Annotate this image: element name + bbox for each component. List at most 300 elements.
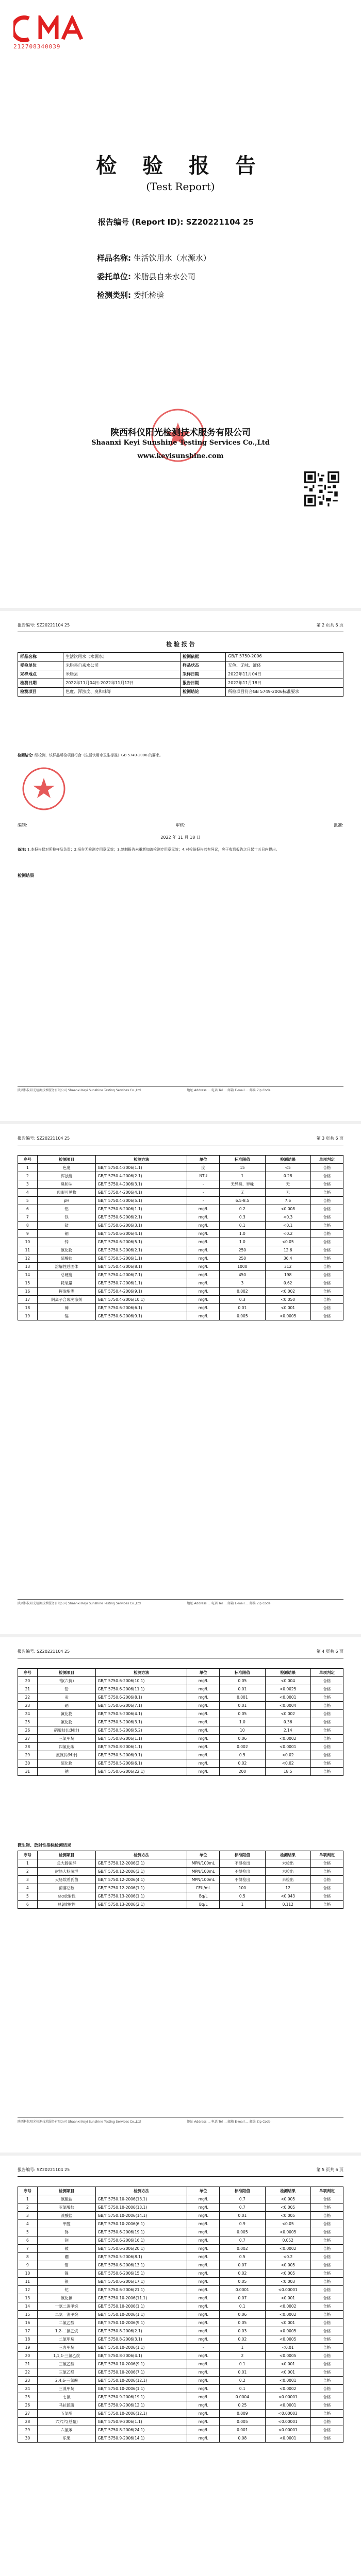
table-cell: GB/T 5750.6-2006(9.1) bbox=[96, 1312, 187, 1320]
info-cell: 米脂县 bbox=[63, 670, 180, 679]
table-header-cell: 单项判定 bbox=[310, 1851, 343, 1859]
table-cell: 合格 bbox=[310, 1246, 343, 1255]
table-cell: 1 bbox=[220, 1901, 265, 1909]
table-cell: 0.3 bbox=[220, 1213, 265, 1222]
table-cell: 合格 bbox=[310, 2377, 343, 2385]
info-row bbox=[18, 670, 343, 679]
table-header-row bbox=[18, 2187, 343, 2195]
table-cell: pH bbox=[37, 1197, 96, 1205]
table-cell: 7.6 bbox=[265, 1197, 310, 1205]
table-row bbox=[18, 1710, 343, 1718]
table-cell: 0.5 bbox=[220, 1751, 265, 1759]
table-header-cell: 标准限值 bbox=[220, 1156, 265, 1164]
table-cell: - bbox=[187, 1197, 220, 1205]
table-cell: 17 bbox=[18, 2327, 38, 2335]
table-cell: 五氯酚 bbox=[37, 2410, 96, 2418]
table-cell: 1 bbox=[220, 1172, 265, 1180]
table-cell: 6 bbox=[18, 1205, 38, 1213]
table-cell: 合格 bbox=[310, 2236, 343, 2245]
table-cell: 合格 bbox=[310, 2335, 343, 2344]
table-row bbox=[18, 2245, 343, 2253]
table-cell: GB/T 5750.6-2006(5.1) bbox=[96, 1238, 187, 1246]
cover-report-number bbox=[98, 216, 254, 227]
table-cell: MPN/100mL bbox=[187, 1868, 220, 1876]
sample-name-label: 样品名称: bbox=[97, 253, 131, 263]
table-cell: mg/L bbox=[187, 1271, 220, 1279]
table-cell: GB/T 5750.4-2006(8.1) bbox=[96, 1263, 187, 1271]
table-cell: 250 bbox=[220, 1246, 265, 1255]
table-cell: 二氯甲烷 bbox=[37, 2335, 96, 2344]
table-cell: mg/L bbox=[187, 1718, 220, 1726]
table-cell: <0.008 bbox=[265, 1205, 310, 1213]
table-cell: 合格 bbox=[310, 2434, 343, 2443]
table-cell: 11 bbox=[18, 1246, 38, 1255]
table-cell: 合格 bbox=[310, 1726, 343, 1735]
table-cell: GB/T 5750.10-2006(1.1) bbox=[96, 2311, 187, 2319]
qr-code-icon bbox=[304, 471, 339, 506]
table-cell: mg/L bbox=[187, 2253, 220, 2261]
table-cell: 25 bbox=[18, 2393, 38, 2401]
table-cell: mg/L bbox=[187, 1759, 220, 1768]
table-cell: 0.1 bbox=[220, 1222, 265, 1230]
results-page-3 bbox=[0, 2156, 361, 2576]
table-cell: mg/L bbox=[187, 1677, 220, 1685]
results-table-2 bbox=[18, 1668, 343, 1776]
table-cell: 26 bbox=[18, 2401, 38, 2410]
table-cell: mg/L bbox=[187, 2278, 220, 2286]
table-cell: 合格 bbox=[310, 2253, 343, 2261]
table-cell: 24 bbox=[18, 1710, 38, 1718]
info-row bbox=[18, 679, 343, 688]
table-cell: <0.001 bbox=[265, 2368, 310, 2377]
table-cell: GB/T 5750.10-2006(12.1) bbox=[96, 2410, 187, 2418]
table-header-cell: 检测项目 bbox=[37, 1851, 96, 1859]
table-cell: 0.7 bbox=[220, 2204, 265, 2212]
page-header bbox=[18, 622, 343, 632]
header-page-of: 第 4 页共 6 页 bbox=[316, 1649, 343, 1654]
results-title: 检测结果 bbox=[18, 873, 34, 878]
table-cell: mg/L bbox=[187, 1751, 220, 1759]
conclusion-text: 经检测，该样品所检项目符合《生活饮用水卫生标准》GB 5749-2006 的要求。 bbox=[35, 753, 163, 757]
notes-text: 1.本报告仅对所检样品负责；2.报告无检测专用章无效；3.复制报告未重新加盖检测专用章无效；4.对检验报告若有异议，应于收到报告之日起十五日内提出。 bbox=[27, 848, 280, 852]
table-cell: 合格 bbox=[310, 1180, 343, 1189]
table-row bbox=[18, 1213, 343, 1222]
table-row bbox=[18, 2385, 343, 2393]
table-cell: 0.005 bbox=[220, 2228, 265, 2236]
table-header-cell: 标准限值 bbox=[220, 1851, 265, 1859]
table-cell: 未检出 bbox=[265, 1859, 310, 1868]
table-cell: mg/L bbox=[187, 2377, 220, 2385]
table-cell: <0.0005 bbox=[265, 2327, 310, 2335]
table-cell: 13 bbox=[18, 2294, 38, 2302]
table-cell: 450 bbox=[220, 1271, 265, 1279]
info-cell: 米脂县自来水公司 bbox=[63, 662, 180, 670]
table-cell: <0.005 bbox=[265, 2261, 310, 2269]
table-cell: <0.01 bbox=[265, 2344, 310, 2352]
table-cell: - bbox=[187, 1189, 220, 1197]
table-row bbox=[18, 2344, 343, 2352]
table-header-cell: 单位 bbox=[187, 2187, 220, 2195]
table-cell: <0.001 bbox=[265, 2294, 310, 2302]
table-cell: 合格 bbox=[310, 1859, 343, 1868]
report-no-label: 报告编号 (Report ID): bbox=[98, 217, 184, 227]
table-row bbox=[18, 2352, 343, 2360]
footer-left: 陕西科仪阳光检测技术服务有限公司 Shaanxi Keyi Sunshine Testing Services Co.,Ltd bbox=[18, 1602, 141, 1605]
table-cell: 菌落总数 bbox=[37, 1884, 96, 1892]
table-cell: <0.0005 bbox=[265, 1312, 310, 1320]
table-cell: 0.7 bbox=[220, 2236, 265, 2245]
table-cell: 36.4 bbox=[265, 1255, 310, 1263]
table-cell: mg/L bbox=[187, 2368, 220, 2377]
table-cell: GB/T 5750.7-2006(1.1) bbox=[96, 1279, 187, 1287]
table-cell: 合格 bbox=[310, 2204, 343, 2212]
table-cell: GB/T 5750.6-2006(15.1) bbox=[96, 2269, 187, 2278]
table-row bbox=[18, 2228, 343, 2236]
table-cell: 18.5 bbox=[265, 1768, 310, 1776]
table-cell: 22 bbox=[18, 1693, 38, 1702]
table-row bbox=[18, 1685, 343, 1693]
table-cell: 合格 bbox=[310, 2418, 343, 2426]
table-row bbox=[18, 2360, 343, 2368]
table-cell: GB/T 5750.12-2006(4.1) bbox=[96, 1876, 187, 1884]
table-cell: 六六六(总量) bbox=[37, 2418, 96, 2426]
info-cell: 检测结论 bbox=[180, 688, 226, 696]
page-header bbox=[18, 1136, 343, 1145]
lab-website: www.keyisunshine.com bbox=[137, 452, 224, 460]
table-row bbox=[18, 2294, 343, 2302]
table-row bbox=[18, 1743, 343, 1751]
table-row bbox=[18, 1255, 343, 1263]
table-cell: mg/L bbox=[187, 1685, 220, 1693]
table-cell: GB/T 5750.6-2006(6.1) bbox=[96, 1304, 187, 1312]
table-cell: 合格 bbox=[310, 1685, 343, 1693]
table-row bbox=[18, 1238, 343, 1246]
table-cell: GB/T 5750.9-2006(14.1) bbox=[96, 2434, 187, 2443]
table-cell: GB/T 5750.8-2006(1.1) bbox=[96, 1743, 187, 1751]
table-cell: GB/T 5750.13-2006(1.1) bbox=[96, 1892, 187, 1901]
table-cell: 三氯甲烷 bbox=[37, 1735, 96, 1743]
table-cell: mg/L bbox=[187, 2327, 220, 2335]
table-cell: 198 bbox=[265, 1271, 310, 1279]
table-cell: GB/T 5750.10-2006(9.1) bbox=[96, 2319, 187, 2327]
conclusion-block bbox=[18, 753, 343, 758]
table-row bbox=[18, 1304, 343, 1312]
cma-logo-icon bbox=[13, 15, 91, 42]
table-row bbox=[18, 1884, 343, 1892]
table-cell: 氨氮(以N计) bbox=[37, 1751, 96, 1759]
table-cell: GB/T 5750.4-2006(9.1) bbox=[96, 1287, 187, 1296]
table-row bbox=[18, 2327, 343, 2335]
table-cell: 18 bbox=[18, 1304, 38, 1312]
table-row bbox=[18, 2335, 343, 2344]
table-cell: 无 bbox=[265, 1189, 310, 1197]
table-cell: <0.0001 bbox=[265, 2401, 310, 2410]
table-cell: 镉 bbox=[37, 1312, 96, 1320]
table-header-cell: 序号 bbox=[18, 2187, 38, 2195]
table-cell: 合格 bbox=[310, 1868, 343, 1876]
table-cell: 合格 bbox=[310, 2228, 343, 2236]
info-row bbox=[18, 653, 343, 662]
table-cell: 0.36 bbox=[265, 1718, 310, 1726]
table-cell: mg/L bbox=[187, 1238, 220, 1246]
info-cell: 检测依据 bbox=[180, 653, 226, 661]
table-cell: 15 bbox=[18, 1279, 38, 1287]
table-cell: mg/L bbox=[187, 2245, 220, 2253]
table-cell: 大肠埃希氏菌 bbox=[37, 1876, 96, 1884]
table-cell: 1.0 bbox=[220, 1718, 265, 1726]
table-cell: 硫酸盐 bbox=[37, 1255, 96, 1263]
table-cell: <0.05 bbox=[265, 1238, 310, 1246]
table-cell: 0.112 bbox=[265, 1901, 310, 1909]
table-cell: <0.00001 bbox=[265, 2418, 310, 2426]
table-cell: 总β放射性 bbox=[37, 1901, 96, 1909]
table-cell: <0.0002 bbox=[265, 2302, 310, 2311]
table-cell: GB/T 5750.4-2006(10.1) bbox=[96, 1296, 187, 1304]
test-type-label: 检测类别: bbox=[97, 291, 131, 300]
table-cell: 未检出 bbox=[265, 1868, 310, 1876]
table-cell: 12.6 bbox=[265, 1246, 310, 1255]
table-row bbox=[18, 2393, 343, 2401]
table-cell: 4 bbox=[18, 2220, 38, 2228]
table-cell: 总硬度 bbox=[37, 1271, 96, 1279]
table-cell: GB/T 5750.6-2006(2.1) bbox=[96, 1213, 187, 1222]
table-cell: 13 bbox=[18, 1263, 38, 1271]
table-cell: 合格 bbox=[310, 1751, 343, 1759]
table-cell: <0.0001 bbox=[265, 1743, 310, 1751]
info-cell: 2022年11月18日 bbox=[228, 681, 261, 685]
table-cell: 7 bbox=[18, 1213, 38, 1222]
table-cell: 合格 bbox=[310, 2385, 343, 2393]
table-cell: <0.0002 bbox=[265, 2245, 310, 2253]
table-cell: GB/T 5750.6-2006(16.1) bbox=[96, 2236, 187, 2245]
table-cell: 6.5-8.5 bbox=[220, 1197, 265, 1205]
footer-left: 陕西科仪阳光检测技术服务有限公司 Shaanxi Keyi Sunshine Testing Services Co.,Ltd bbox=[18, 1089, 141, 1092]
table-cell: 甲醛 bbox=[37, 2220, 96, 2228]
table-cell: 2 bbox=[220, 2352, 265, 2360]
table-cell: 0.9 bbox=[220, 2220, 265, 2228]
table-header-cell: 序号 bbox=[18, 1156, 38, 1164]
table-cell: mg/L bbox=[187, 1255, 220, 1263]
lab-name-en: Shaanxi Keyi Sunshine Testing Services Co.,Ltd bbox=[91, 439, 270, 447]
table-cell: mg/L bbox=[187, 1279, 220, 1287]
table-cell: 铝 bbox=[37, 1205, 96, 1213]
table-cell: 0.001 bbox=[220, 1693, 265, 1702]
info-row bbox=[18, 688, 343, 696]
summary-seal-icon bbox=[21, 766, 67, 812]
table-cell: 1,1,1-三氯乙烷 bbox=[37, 2352, 96, 2360]
table-cell: GB/T 5750.4-2006(2.1) bbox=[96, 1172, 187, 1180]
table-cell: 0.08 bbox=[220, 2434, 265, 2443]
table-row bbox=[18, 2261, 343, 2269]
table-cell: 一氯二溴甲烷 bbox=[37, 2302, 96, 2311]
table-cell: 合格 bbox=[310, 2269, 343, 2278]
table-row bbox=[18, 2368, 343, 2377]
table-cell: 四氯化碳 bbox=[37, 1743, 96, 1751]
table-cell: 银 bbox=[37, 2278, 96, 2286]
table-cell: <0.0002 bbox=[265, 2385, 310, 2393]
info-cell: 所检项目符合GB 5749-2006标准要求 bbox=[228, 689, 300, 694]
table-cell: 15 bbox=[220, 1164, 265, 1172]
table-row bbox=[18, 1868, 343, 1876]
table-cell: 未检出 bbox=[265, 1876, 310, 1884]
table-cell: Bq/L bbox=[187, 1901, 220, 1909]
table-cell: 29 bbox=[18, 1751, 38, 1759]
table-cell: 29 bbox=[18, 2426, 38, 2434]
table-cell: 合格 bbox=[310, 2245, 343, 2253]
table-cell: 0.03 bbox=[220, 2327, 265, 2335]
table-cell: 合格 bbox=[310, 1279, 343, 1287]
results-table-3 bbox=[18, 2187, 343, 2443]
table-cell: 合格 bbox=[310, 2195, 343, 2204]
table-cell: 0.02 bbox=[220, 2269, 265, 2278]
table-cell: mg/L bbox=[187, 1213, 220, 1222]
table-cell: 硼 bbox=[37, 2253, 96, 2261]
table-cell: mg/L bbox=[187, 1743, 220, 1751]
info-cell: 采样地点 bbox=[18, 670, 63, 679]
table-cell: 合格 bbox=[310, 1743, 343, 1751]
table-cell: <0.002 bbox=[265, 1287, 310, 1296]
table-cell: 24 bbox=[18, 2385, 38, 2393]
table-cell: <0.0005 bbox=[265, 2335, 310, 2344]
table-cell: 无 bbox=[265, 1180, 310, 1189]
table-cell: 0.05 bbox=[220, 2278, 265, 2286]
table-header-cell: 检测结果 bbox=[265, 1669, 310, 1677]
table-cell: 10 bbox=[220, 1726, 265, 1735]
conclusion-label: 检测结论: bbox=[18, 753, 34, 757]
table-cell: 合格 bbox=[310, 1759, 343, 1768]
lab-name-cn: 陕西科仪阳光检测技术服务有限公司 bbox=[110, 428, 251, 438]
page-footer bbox=[18, 1599, 343, 1627]
table-cell: mg/L bbox=[187, 2385, 220, 2393]
table-cell: 合格 bbox=[310, 2302, 343, 2311]
table-cell: 1.0 bbox=[220, 1238, 265, 1246]
table-cell: 氯酸盐 bbox=[37, 2195, 96, 2204]
table-row bbox=[18, 1287, 343, 1296]
table-cell: 二氯一溴甲烷 bbox=[37, 2311, 96, 2319]
table-cell: mg/L bbox=[187, 1205, 220, 1213]
table-cell: GB/T 5750.9-2006(1.1) bbox=[96, 2418, 187, 2426]
table-cell: 铅 bbox=[37, 1685, 96, 1693]
table-cell: 2 bbox=[18, 1172, 38, 1180]
table-cell: 合格 bbox=[310, 1205, 343, 1213]
table-row bbox=[18, 1718, 343, 1726]
table-cell: GB/T 5750.6-2006(7.1) bbox=[96, 1702, 187, 1710]
table-cell: 20 bbox=[18, 2352, 38, 2360]
table-cell: mg/L bbox=[187, 2261, 220, 2269]
table-cell: 合格 bbox=[310, 1230, 343, 1238]
table-cell: 耐热大肠菌群 bbox=[37, 1868, 96, 1876]
table-cell: GB/T 5750.5-2006(2.1) bbox=[96, 1246, 187, 1255]
table-row bbox=[18, 1876, 343, 1884]
table-cell: 0.0001 bbox=[220, 2286, 265, 2294]
table-cell: 1 bbox=[18, 1164, 38, 1172]
table-header-row bbox=[18, 1669, 343, 1677]
table-cell: 12 bbox=[18, 1255, 38, 1263]
table-cell: 250 bbox=[220, 1255, 265, 1263]
table-cell: 19 bbox=[18, 2344, 38, 2352]
info-cell: 采样日期 bbox=[180, 670, 226, 679]
table-cell: mg/L bbox=[187, 1693, 220, 1702]
table-cell: 4 bbox=[18, 1884, 38, 1892]
client-value: 米脂县自来水公司 bbox=[133, 272, 195, 281]
table-cell: <0.00001 bbox=[265, 2426, 310, 2434]
table-cell: 6 bbox=[18, 1901, 38, 1909]
table-cell: GB/T 5750.4-2006(1.1) bbox=[96, 1164, 187, 1172]
table-cell: 乐果 bbox=[37, 2434, 96, 2443]
table-cell: 合格 bbox=[310, 2286, 343, 2294]
table-cell: 合格 bbox=[310, 1263, 343, 1271]
table-row bbox=[18, 1693, 343, 1702]
sign-reviewer: 审核: bbox=[175, 823, 186, 827]
table-cell: 1000 bbox=[220, 1263, 265, 1271]
table-cell: 耗氧量 bbox=[37, 1279, 96, 1287]
table-cell: GB/T 5750.10-2006(6.1) bbox=[96, 2220, 187, 2228]
page-footer bbox=[18, 1086, 343, 1114]
table-cell: 合格 bbox=[310, 1884, 343, 1892]
table-row bbox=[18, 1677, 343, 1685]
table-header-cell: 单项判定 bbox=[310, 1669, 343, 1677]
table-cell: 3 bbox=[18, 1180, 38, 1189]
table-row bbox=[18, 2220, 343, 2228]
page-footer bbox=[18, 2117, 343, 2145]
info-cell: 无色、无味、液体 bbox=[228, 663, 261, 668]
table-cell: <0.005 bbox=[265, 2204, 310, 2212]
table-row bbox=[18, 1759, 343, 1768]
table-row bbox=[18, 1197, 343, 1205]
cma-mark bbox=[13, 15, 91, 50]
table-cell: 2 bbox=[18, 1868, 38, 1876]
table-cell: 10 bbox=[18, 2269, 38, 2278]
table-cell: 9 bbox=[18, 1230, 38, 1238]
table-cell: GB/T 5750.12-2006(1.1) bbox=[96, 1884, 187, 1892]
table-header-row bbox=[18, 1851, 343, 1859]
table-cell: mg/L bbox=[187, 2195, 220, 2204]
table-cell: 合格 bbox=[310, 1189, 343, 1197]
table-cell: Bq/L bbox=[187, 1892, 220, 1901]
header-page-of: 第 5 页共 6 页 bbox=[316, 2167, 343, 2172]
table-row bbox=[18, 1271, 343, 1279]
table-cell: GB/T 5750.5-2006(3.1) bbox=[96, 1718, 187, 1726]
table-cell: <0.3 bbox=[265, 1213, 310, 1222]
table-row bbox=[18, 2269, 343, 2278]
table-cell: GB/T 5750.10-2006(12.1) bbox=[96, 2377, 187, 2385]
table-cell: GB/T 5750.5-2006(4.1) bbox=[96, 1710, 187, 1718]
table-cell: mg/L bbox=[187, 1222, 220, 1230]
table-row bbox=[18, 1726, 343, 1735]
table-cell: GB/T 5750.6-2006(22.1) bbox=[96, 1768, 187, 1776]
table-cell: mg/L bbox=[187, 1710, 220, 1718]
table-cell: mg/L bbox=[187, 2426, 220, 2434]
table-cell: <0.00003 bbox=[265, 2410, 310, 2418]
sample-info-box bbox=[18, 652, 343, 697]
table-cell: 0.02 bbox=[220, 2335, 265, 2344]
info-cell: 报告日期 bbox=[180, 679, 226, 687]
table-cell: <0.001 bbox=[265, 1304, 310, 1312]
table-cell: <0.0005 bbox=[265, 2228, 310, 2236]
sign-date-row bbox=[18, 835, 343, 840]
table-cell: 合格 bbox=[310, 2410, 343, 2418]
table-row bbox=[18, 1164, 343, 1172]
table-cell: 镍 bbox=[37, 2269, 96, 2278]
info-cell: 2022年11月04日 bbox=[228, 672, 261, 676]
table-cell: GB/T 5750.9-2006(12.1) bbox=[96, 2401, 187, 2410]
table-row bbox=[18, 1263, 343, 1271]
table-cell: GB/T 5750.9-2006(19.1) bbox=[96, 2393, 187, 2401]
table-cell: 度 bbox=[187, 1164, 220, 1172]
table-cell: 合格 bbox=[310, 2311, 343, 2319]
table-cell: GB/T 5750.12-2006(2.1) bbox=[96, 1859, 187, 1868]
results-page-1 bbox=[0, 1124, 361, 1634]
